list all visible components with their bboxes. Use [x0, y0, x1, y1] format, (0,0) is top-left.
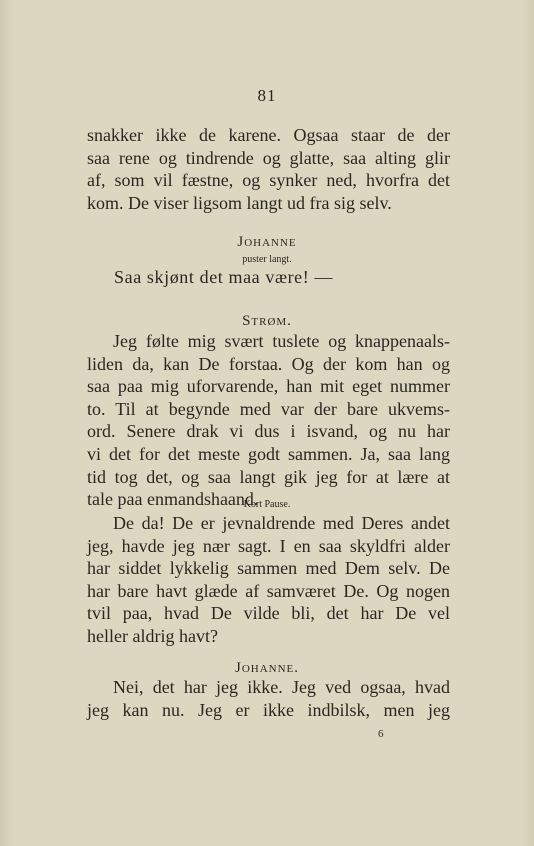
text-line: tvil paa, hvad De vilde bli, det har De vel: [87, 603, 450, 624]
text-line: kom. De viser ligsom langt ud fra sig selv.: [87, 192, 392, 213]
text-line: jeg, havde jeg nær sagt. I en saa skyldfri alder: [87, 535, 450, 556]
text-line: Nei, det har jeg ikke. Jeg ved ogsaa, hvad: [113, 677, 450, 697]
text-line: saa rene og tindrende og glatte, saa alting glir: [87, 147, 450, 168]
stage-direction: puster langt.: [242, 254, 292, 265]
text-line: har bare havt glæde af samværet De. Og nogen: [87, 580, 450, 601]
text-line: tid tog det, og saa langt gik jeg for at lære at: [87, 466, 450, 487]
paragraph-1: [87, 124, 450, 214]
text-line: saa paa mig uforvarende, han mit eget nummer: [87, 376, 450, 397]
text-line: liden da, kan De forstaa. Og der kom han og: [87, 353, 450, 374]
signature-mark: 6: [378, 728, 384, 740]
text-line: Saa skjønt det maa være! —: [114, 267, 334, 287]
paragraph-5: [87, 676, 450, 721]
speaker-name: Strøm.: [242, 313, 292, 329]
text-line: snakker ikke de karene. Ogsaa staar de der: [87, 125, 450, 145]
text-line: har siddet lykkelig sammen med Dem selv. De: [87, 558, 450, 579]
speaker-name: Johanne: [237, 234, 297, 250]
page-number: 81: [257, 86, 277, 105]
stage-direction: Kort Pause.: [243, 499, 291, 510]
speaker-name: Johanne.: [234, 660, 300, 676]
text-line: ord. Senere drak vi dus i isvand, og nu har: [87, 421, 450, 442]
text-line: vi det for det meste godt sammen. Ja, saa lang: [87, 443, 450, 464]
text-line: heller aldrig havt?: [87, 625, 218, 646]
text-line: tale paa enmandshaand.: [87, 489, 259, 510]
paragraph-4: [87, 512, 450, 648]
paragraph-2: [114, 266, 477, 289]
paragraph-3: [87, 330, 450, 511]
text-line: jeg kan nu. Jeg er ikke indbilsk, men jeg: [87, 699, 450, 720]
text-line: Jeg følte mig svært tuslete og knappenaals-: [113, 331, 450, 351]
text-line: af, som vil fæstne, og synker ned, hvorfra det: [87, 170, 450, 191]
text-line: De da! De er jevnaldrende med Deres andet: [113, 513, 450, 533]
text-line: to. Til at begynde med var der bare ukvems-: [87, 398, 450, 419]
